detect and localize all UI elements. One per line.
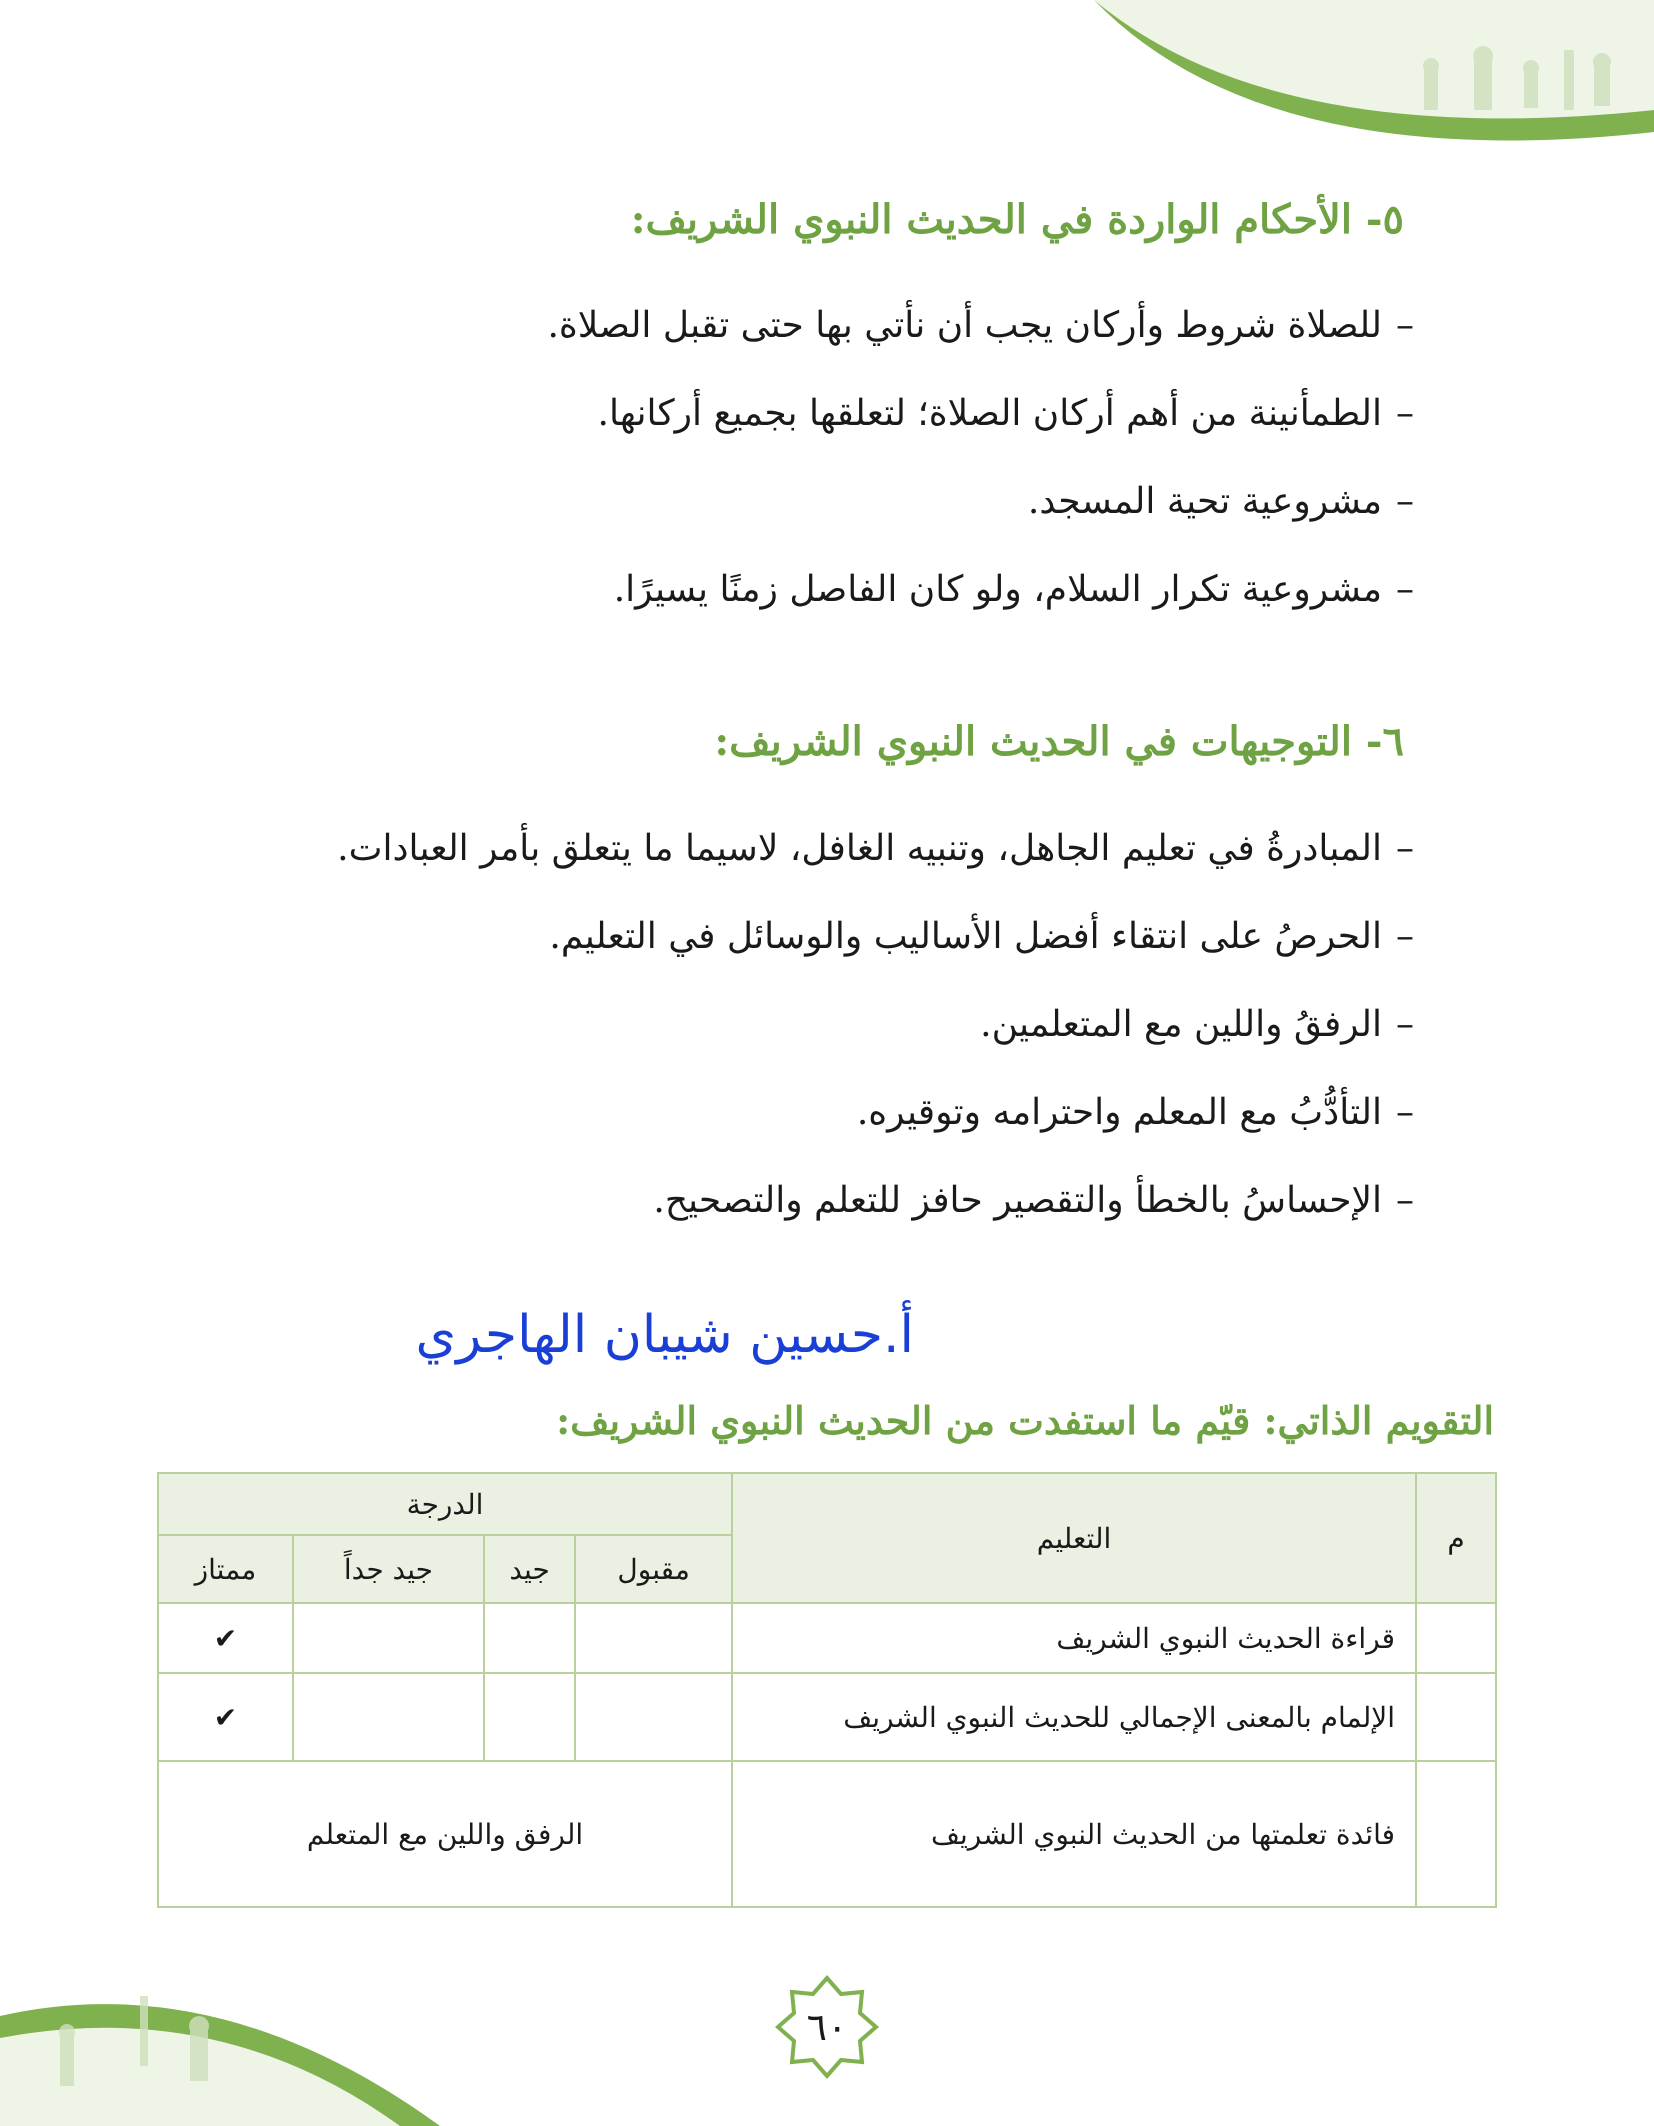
section-6-heading: ٦- التوجيهات في الحديث النبوي الشريف: bbox=[714, 718, 1404, 765]
list-item: –للصلاة شروط وأركان يجب أن نأتي بها حتى تقبل الصلاة. bbox=[547, 305, 1414, 346]
cell-very-good[interactable] bbox=[293, 1673, 484, 1761]
header-acceptable: مقبول bbox=[575, 1535, 732, 1603]
table-row bbox=[158, 1761, 1496, 1907]
cell-very-good[interactable] bbox=[293, 1603, 484, 1673]
check-mark-icon[interactable]: ✔ bbox=[158, 1603, 293, 1673]
evaluation-table bbox=[157, 1472, 1497, 1908]
evaluation-title: التقويم الذاتي: قيّم ما استفدت من الحديث النبوي الشريف: bbox=[556, 1398, 1494, 1443]
table-row bbox=[158, 1603, 1496, 1673]
list-item: –مشروعية تكرار السلام، ولو كان الفاصل زمنًا يسيرًا. bbox=[613, 569, 1414, 610]
cell-m bbox=[1416, 1673, 1496, 1761]
benefit-label: فائدة تعلمتها من الحديث النبوي الشريف bbox=[732, 1761, 1416, 1907]
cell-good[interactable] bbox=[484, 1673, 575, 1761]
cell-acceptable[interactable] bbox=[575, 1673, 732, 1761]
list-item: –المبادرةُ في تعليم الجاهل، وتنبيه الغافل، لاسيما ما يتعلق بأمر العبادات. bbox=[337, 828, 1414, 869]
section-6-list bbox=[337, 805, 1414, 1245]
header-m: م bbox=[1416, 1473, 1496, 1603]
header-grade: الدرجة bbox=[158, 1473, 732, 1535]
list-item: –الرفقُ واللين مع المتعلمين. bbox=[980, 1004, 1414, 1045]
benefit-answer[interactable]: الرفق واللين مع المتعلم bbox=[158, 1761, 732, 1907]
cell-learning: قراءة الحديث النبوي الشريف bbox=[732, 1603, 1416, 1673]
list-item: –الحرصُ على انتقاء أفضل الأساليب والوسائل في التعليم. bbox=[549, 916, 1414, 957]
list-item: –الإحساسُ بالخطأ والتقصير حافز للتعلم والتصحيح. bbox=[653, 1180, 1414, 1221]
cell-m bbox=[1416, 1761, 1496, 1907]
cell-learning: الإلمام بالمعنى الإجمالي للحديث النبوي الشريف bbox=[732, 1673, 1416, 1761]
list-item: –الطمأنينة من أهم أركان الصلاة؛ لتعلقها بجميع أركانها. bbox=[597, 393, 1414, 434]
header-good: جيد bbox=[484, 1535, 575, 1603]
section-5-list bbox=[547, 282, 1414, 634]
header-excellent: ممتاز bbox=[158, 1535, 293, 1603]
section-5-heading: ٥- الأحكام الواردة في الحديث النبوي الشريف: bbox=[630, 196, 1404, 243]
list-item: –مشروعية تحية المسجد. bbox=[1027, 481, 1414, 522]
header-learning: التعليم bbox=[732, 1473, 1416, 1603]
page-number: ٦٠ bbox=[806, 2005, 848, 2049]
check-mark-icon[interactable]: ✔ bbox=[158, 1673, 293, 1761]
cell-m bbox=[1416, 1603, 1496, 1673]
cell-acceptable[interactable] bbox=[575, 1603, 732, 1673]
handwritten-name: أ.حسين شيبان الهاجري bbox=[415, 1305, 914, 1365]
cell-good[interactable] bbox=[484, 1603, 575, 1673]
list-item: –التأدُّبُ مع المعلم واحترامه وتوقيره. bbox=[856, 1092, 1414, 1133]
table-row bbox=[158, 1673, 1496, 1761]
header-very-good: جيد جداً bbox=[293, 1535, 484, 1603]
